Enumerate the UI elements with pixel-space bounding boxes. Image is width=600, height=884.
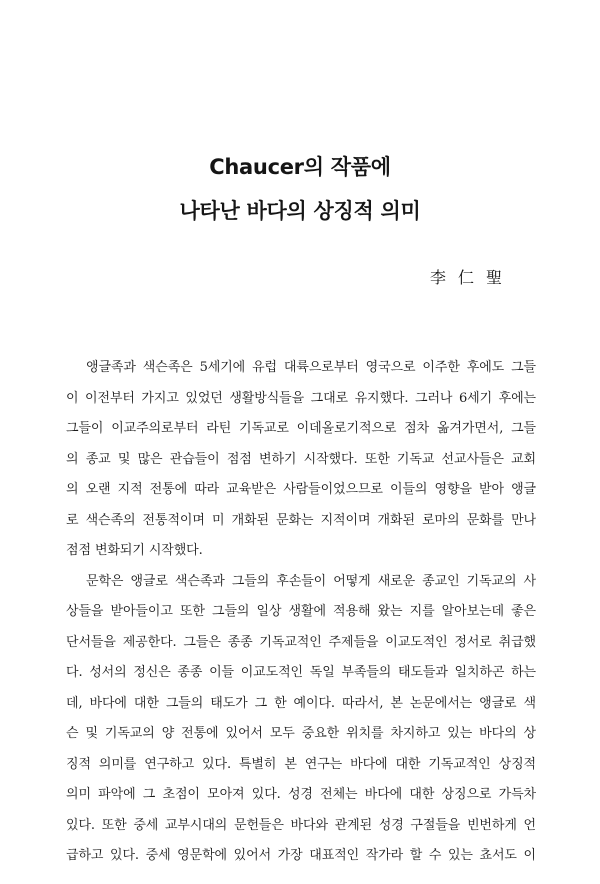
text-line: 데, 바다에 대한 그들의 태도가 그 한 예이다. 따라서, 본 논문에서는 앵글로 색: [66, 695, 536, 711]
title-line-1: Chaucer의 작품에: [209, 155, 391, 179]
text-line: 의 오랜 지적 전통에 따라 교육받은 사람들이었으므로 이들의 영향을 받아 앵글: [66, 482, 536, 497]
text-line: 상들을 받아들이고 또한 그들의 일상 생활에 적용해 왔는 지를 알아보는데 좋은: [66, 604, 536, 619]
paragraph-2: [66, 567, 536, 872]
text-line: 문학은 앵글로 색슨족과 그들의 후손들이 어떻게 새로운 종교인 기독교의 사: [86, 573, 536, 589]
author-name: 李仁聖: [429, 268, 514, 287]
text-line: 슨 및 기독교의 양 전통에 있어서 모두 중요한 위치를 차지하고 있는 바다의 상: [66, 726, 536, 741]
text-line: 의미 파악에 그 초점이 모아져 있다. 성경 전체는 바다에 대한 상징으로 가득차: [66, 787, 536, 802]
title-line-2: 나타난 바다의 상징적 의미: [179, 199, 421, 223]
text-line: 다. 성서의 정신은 종종 이들 이교도적인 독일 부족들의 태도들과 일치하곤 하는: [66, 665, 536, 680]
text-line: 의 종교 및 많은 관습들이 점점 변하기 시작했다. 또한 기독교 선교사들은 교회: [66, 451, 536, 467]
text-line: 앵글족과 색슨족은 5세기에 유럽 대륙으로부터 영국으로 이주한 후에도 그들: [86, 360, 536, 375]
text-line: 급하고 있다. 중세 영문학에 있어서 가장 대표적인 작가라 할 수 있는 쵸서도 이: [66, 848, 536, 863]
text-line: 로 색슨족의 전통적이며 미 개화된 문화는 지적이며 개화된 로마의 문화를 만나: [66, 512, 536, 528]
text-line: 이 이전부터 가지고 있었던 생활방식들을 그대로 유지했다. 그러나 6세기 후에는: [66, 390, 536, 406]
text-line: 있다. 또한 중세 교부시대의 문헌들은 바다와 관계된 성경 구절들을 빈번하게 언: [66, 817, 536, 833]
body-text: [66, 353, 536, 872]
text-line: 그들이 이교주의로부터 라틴 기독교로 이데올로기적으로 점차 옮겨가면서, 그들: [66, 421, 536, 436]
text-line: 단서들을 제공한다. 그들은 종종 기독교적인 주제들을 이교도적인 정서로 취급했: [66, 634, 536, 650]
text-line: 점점 변화되기 시작했다.: [66, 543, 203, 558]
text-line: 징적 의미를 연구하고 있다. 특별히 본 연구는 바다에 대한 기독교적인 상징적: [66, 756, 536, 772]
paragraph-1: [66, 353, 536, 567]
